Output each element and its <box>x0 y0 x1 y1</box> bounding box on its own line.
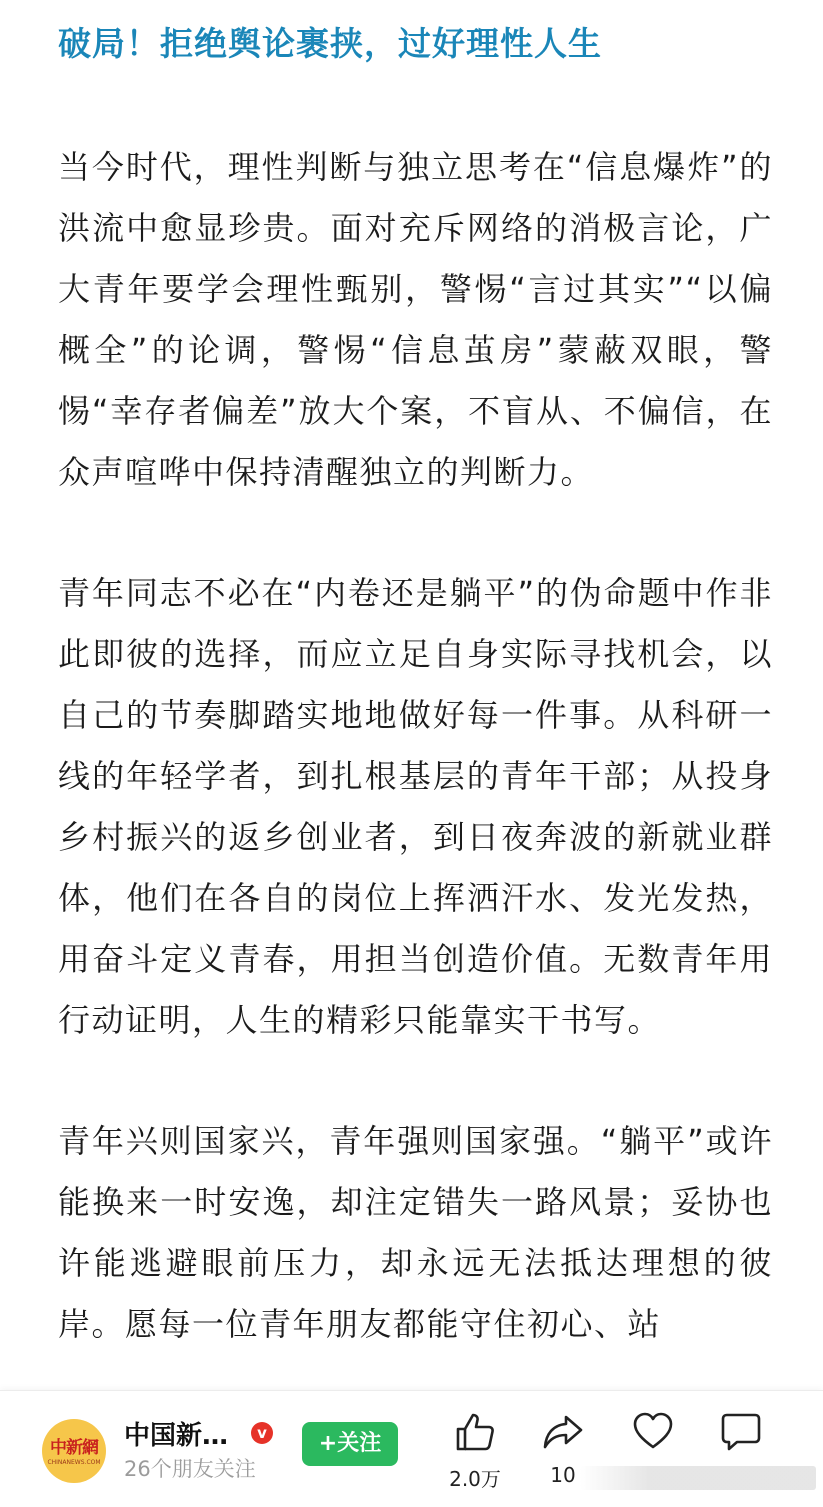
article-paragraph: 青年同志不必在“内卷还是躺平”的伪命题中作非此即彼的选择，而应立足自身实际寻找机会，以自己的节奏脚踏实地地做好每一件事。从科研一线的年轻学者，到扎根基层的青年干部；从投身乡村振兴的返乡创业者，到日夜奔波的新就业群体，他们在各自的岗位上挥洒汗水、发光发热，用奋斗定义青春，用担当创造价值。无数青年用行动证明，人生的精彩只能靠实干书写。 <box>58 574 773 1039</box>
followers-count: 26个朋友关注 <box>124 1457 256 1481</box>
article-paragraph: 青年兴则国家兴，青年强则国家强。“躺平”或许能换来一时安逸，却注定错失一路风景；妥协也许能逃避眼前压力，却永远无法抵达理想的彼岸。愿每一位青年朋友都能守住初心、站 <box>58 1122 773 1343</box>
follow-button[interactable]: +关注 <box>302 1422 398 1466</box>
verified-badge-icon: v <box>251 1422 273 1444</box>
article <box>58 0 773 1355</box>
comment-icon <box>720 1411 762 1453</box>
share-count: 10 <box>550 1463 576 1487</box>
avatar[interactable] <box>42 1419 106 1483</box>
watermark-overlay <box>580 1466 816 1490</box>
share-icon <box>542 1411 584 1453</box>
heart-icon <box>632 1411 674 1453</box>
account-name[interactable]: 中国新… <box>124 1421 229 1451</box>
avatar-logo-text: 中新網 <box>50 1438 98 1458</box>
article-paragraph: 当今时代，理性判断与独立思考在“信息爆炸”的洪流中愈显珍贵。面对充斥网络的消极言论，广大青年要学会理性甄别，警惕“言过其实”“以偏概全”的论调，警惕“信息茧房”蒙蔽双眼，警惕“幸存者偏差”放大个案，不盲从、不偏信，在众声喧哗中保持清醒独立的判断力。 <box>58 148 773 491</box>
article-title: 破局！拒绝舆论裹挟，过好理性人生 <box>58 24 602 63</box>
avatar-logo-subtext: CHINANEWS.COM <box>47 1459 101 1466</box>
like-button[interactable] <box>440 1411 510 1501</box>
like-count: 2.0万 <box>449 1467 501 1491</box>
thumbs-up-icon <box>454 1411 496 1453</box>
